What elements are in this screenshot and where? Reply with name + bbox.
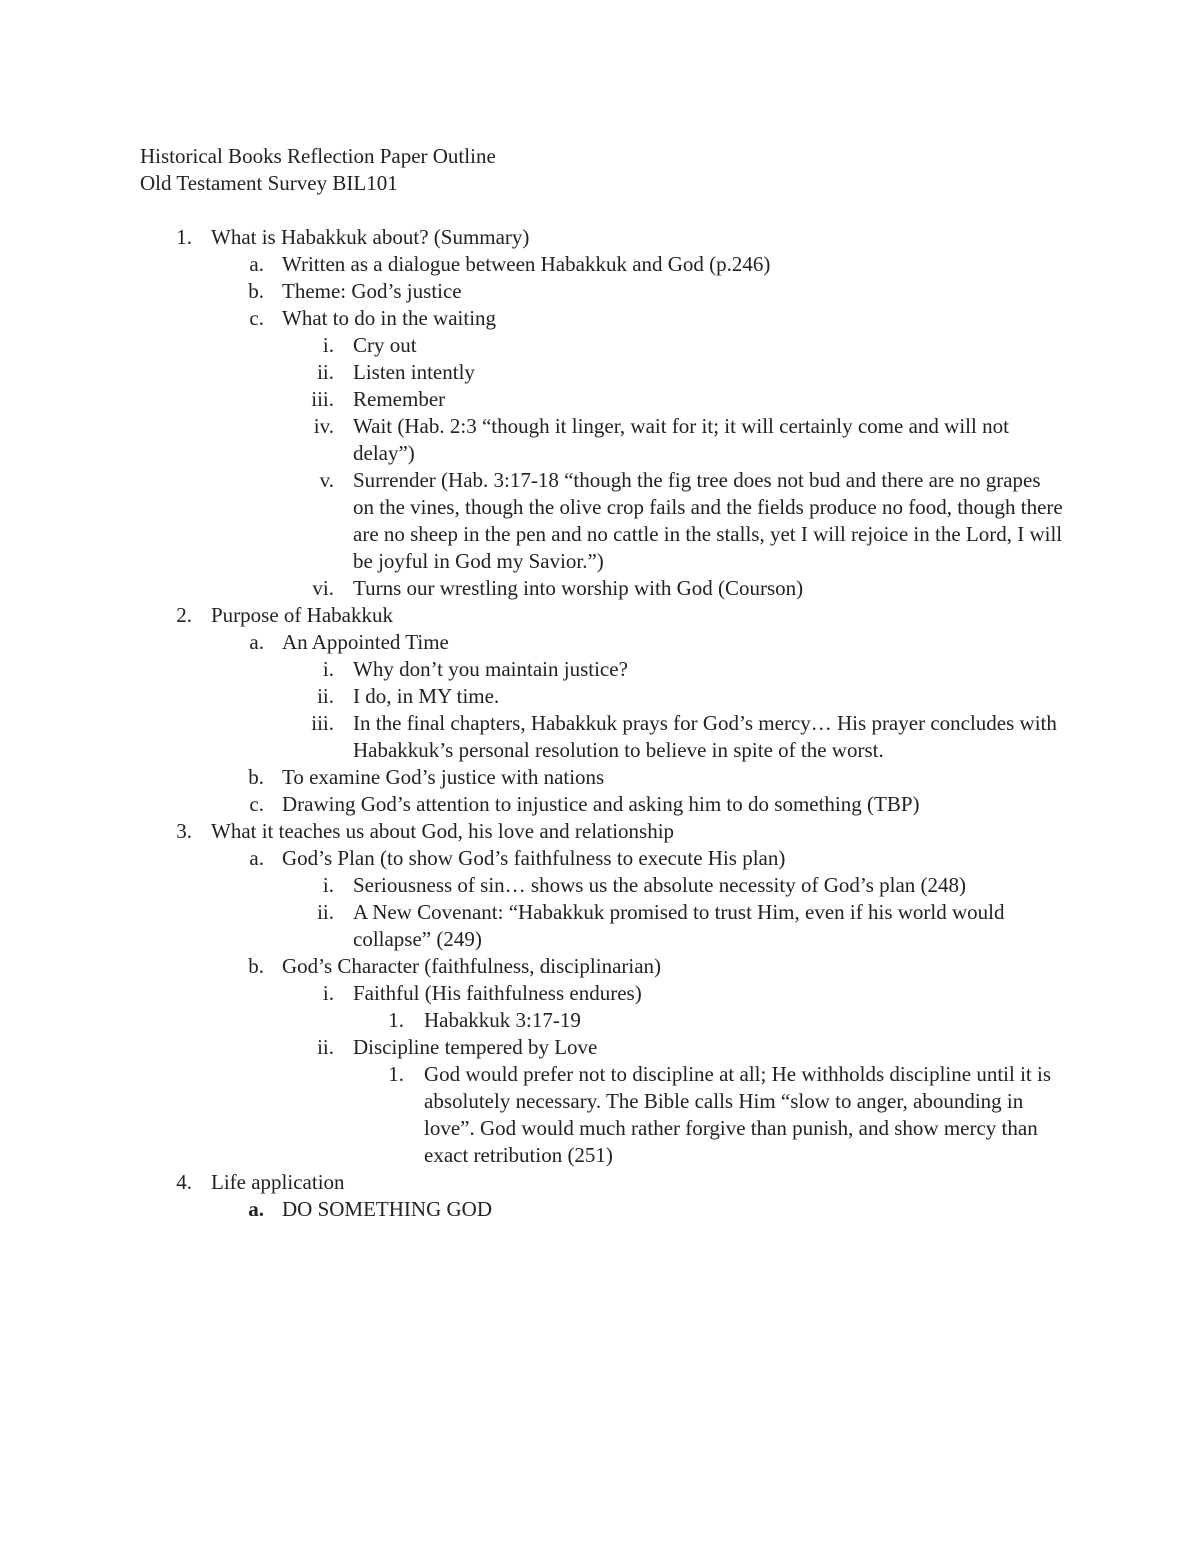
outline-text: A New Covenant: “Habakkuk promised to trust Him, even if his world would collapse” (249) — [353, 900, 1005, 951]
outline-text: To examine God’s justice with nations — [282, 765, 605, 789]
outline-item-level-3 — [0, 710, 1200, 764]
outline-item-level-2 — [0, 629, 1200, 656]
outline-text: What to do in the waiting — [282, 306, 497, 330]
outline-text: In the final chapters, Habakkuk prays for God’s mercy… His prayer concludes with Habakkuk’s personal resolution to believe in spite of the worst. — [353, 711, 1057, 762]
outline-text: Why don’t you maintain justice? — [353, 657, 628, 681]
outline-text: Surrender (Hab. 3:17-18 “though the fig tree does not bud and there are no grapes on the vines, though the olive crop fails and the fields produce no food, though there are no sheep in the pen and no cattle in the stalls, yet I will rejoice in the Lord, I will be joyful in God my Savior.”) — [353, 468, 1063, 573]
outline-item-level-4 — [0, 1061, 1200, 1169]
outline-item-level-3 — [0, 683, 1200, 710]
document-header — [140, 143, 496, 197]
outline-marker: iii. — [311, 711, 334, 735]
outline-item-level-3 — [0, 386, 1200, 413]
outline-marker: b. — [248, 765, 264, 789]
outline-text: Turns our wrestling into worship with God (Courson) — [353, 576, 804, 600]
outline-item-level-3 — [0, 656, 1200, 683]
outline-text: What it teaches us about God, his love and relationship — [211, 819, 675, 843]
outline-item-level-3 — [0, 467, 1200, 575]
outline-marker: ii. — [317, 684, 334, 708]
outline-item-level-2 — [0, 305, 1200, 332]
course-name: Old Testament Survey BIL101 — [140, 171, 398, 195]
outline-marker: vi. — [312, 576, 334, 600]
outline-marker: a. — [249, 846, 264, 870]
outline-marker: ii. — [317, 900, 334, 924]
outline-marker: 1. — [176, 225, 192, 249]
outline-marker: i. — [322, 657, 334, 681]
outline-item-level-2 — [0, 791, 1200, 818]
outline-marker: 3. — [176, 819, 192, 843]
outline-marker: c. — [249, 792, 264, 816]
outline-text: Wait (Hab. 2:3 “though it linger, wait for it; it will certainly come and will not delay”) — [353, 414, 1009, 465]
outline-marker: ii. — [317, 1035, 334, 1059]
outline-item-level-3 — [0, 359, 1200, 386]
outline-text: Remember — [353, 387, 446, 411]
outline-marker: 2. — [176, 603, 192, 627]
outline-item-level-1 — [0, 224, 1200, 251]
outline-item-level-1 — [0, 818, 1200, 845]
outline-item-level-3 — [0, 899, 1200, 953]
outline-item-level-4 — [0, 1007, 1200, 1034]
outline-item-level-2 — [0, 764, 1200, 791]
outline-text: Life application — [211, 1170, 345, 1194]
outline-item-level-3 — [0, 575, 1200, 602]
outline-marker: i. — [322, 333, 334, 357]
outline-marker: b. — [248, 954, 264, 978]
outline-text: Cry out — [353, 333, 417, 357]
outline-item-level-1 — [0, 1169, 1200, 1196]
outline-text: God’s Plan (to show God’s faithfulness to execute His plan) — [282, 846, 786, 870]
outline-marker: c. — [249, 306, 264, 330]
outline-item-level-3 — [0, 872, 1200, 899]
outline-text: Theme: God’s justice — [282, 279, 462, 303]
outline-marker: b. — [248, 279, 264, 303]
outline-text: DO SOMETHING GOD — [282, 1197, 492, 1221]
outline-marker: 1. — [388, 1008, 404, 1032]
outline-marker: a. — [248, 1197, 264, 1221]
outline-item-level-3 — [0, 332, 1200, 359]
outline-marker: i. — [322, 873, 334, 897]
outline-marker: v. — [319, 468, 334, 492]
outline-marker: iv. — [313, 414, 334, 438]
outline-item-level-1 — [0, 602, 1200, 629]
outline-text: Written as a dialogue between Habakkuk and God (p.246) — [282, 252, 771, 276]
outline-list — [0, 224, 1200, 1223]
outline-text: Drawing God’s attention to injustice and asking him to do something (TBP) — [282, 792, 920, 816]
outline-item-level-3 — [0, 413, 1200, 467]
outline-text: Faithful (His faithfulness endures) — [353, 981, 642, 1005]
outline-marker: i. — [322, 981, 334, 1005]
outline-text: Habakkuk 3:17-19 — [424, 1008, 581, 1032]
outline-marker: iii. — [311, 387, 334, 411]
outline-text: God would prefer not to discipline at all; He withholds discipline until it is absolutely necessary. The Bible calls Him “slow to anger, abounding in love”. God would much rather forgive than punish, and show mercy than exact retribution (251) — [424, 1062, 1051, 1167]
outline-text: What is Habakkuk about? (Summary) — [211, 225, 530, 249]
outline-item-level-3 — [0, 1034, 1200, 1061]
outline-marker: 1. — [388, 1062, 404, 1086]
outline-marker: a. — [249, 630, 264, 654]
outline-marker: ii. — [317, 360, 334, 384]
outline-marker: a. — [249, 252, 264, 276]
outline-text: I do, in MY time. — [353, 684, 500, 708]
outline-text: Discipline tempered by Love — [353, 1035, 598, 1059]
outline-item-level-2 — [0, 953, 1200, 980]
outline-text: An Appointed Time — [282, 630, 449, 654]
outline-item-level-3 — [0, 980, 1200, 1007]
outline-text: Purpose of Habakkuk — [211, 603, 393, 627]
outline-item-level-2 — [0, 251, 1200, 278]
outline-marker: 4. — [176, 1170, 192, 1194]
outline-text: Seriousness of sin… shows us the absolute necessity of God’s plan (248) — [353, 873, 967, 897]
outline-item-level-2 — [0, 845, 1200, 872]
outline-item-level-2 — [0, 1196, 1200, 1223]
outline-text: Listen intently — [353, 360, 475, 384]
document-title: Historical Books Reflection Paper Outline — [140, 144, 496, 168]
outline-item-level-2 — [0, 278, 1200, 305]
outline-text: God’s Character (faithfulness, disciplinarian) — [282, 954, 662, 978]
